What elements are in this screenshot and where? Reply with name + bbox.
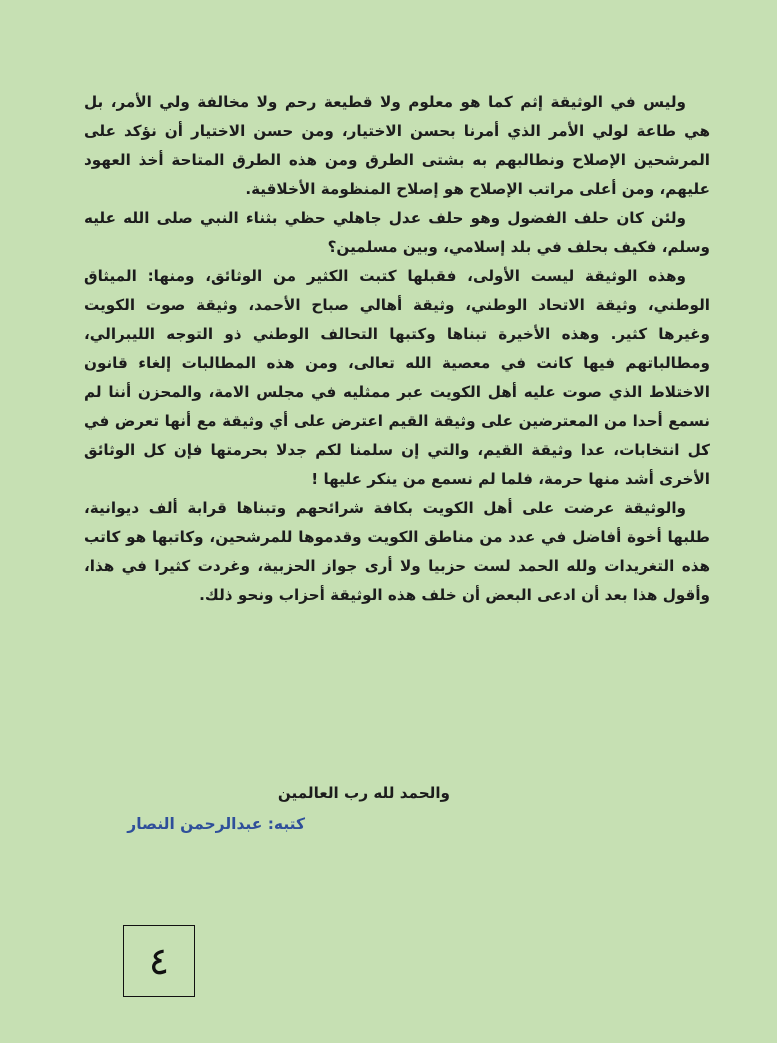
paragraph: وهذه الوثيقة ليست الأولى، فقبلها كتبت الكثير من الوثائق، ومنها: الميثاق الوطني، وثيقة الاتحاد الوطني، وثيقة أهالي صباح الأحمد، وثيقة صوت الكويت وغيرها كثير. وهذه الأخيرة تبناها وكتبها التحالف الوطني ذو التوجه الليبرالي، ومطالباتهم فيها كانت في معصية الله تعالى، ومن هذه المطالبات إلغاء قانون الاختلاط الذي صوت عليه أهل الكويت عبر ممثليه في مجلس الامة، والمحزن أننا لم نسمع أحدا من المعترضين على وثيقة القيم اعترض على أي وثيقة مع أنها تعرض في كل انتخابات، عدا وثيقة القيم، والتي إن سلمنا لكم جدلا بحرمتها فإن كل الوثائق الأخرى أشد منها حرمة، فلما لم نسمع من ينكر عليها ! (84, 267, 710, 488)
page-number: ٤ (123, 925, 195, 997)
paragraph: وليس في الوثيقة إثم كما هو معلوم ولا قطيعة رحم ولا مخالفة ولي الأمر، بل هي طاعة لولي الأمر الذي أمرنا بحسن الاختيار، ومن حسن الاختيار أن نؤكد على المرشحين الإصلاح ونطالبهم به بشتى الطرق ومن هذه الطرق المتاحة أخذ العهود عليهم، ومن أعلى مراتب الإصلاح هو إصلاح المنظومة الأخلاقية. (84, 93, 710, 198)
body-text (84, 88, 710, 610)
closing-line: والحمد لله رب العالمين (277, 784, 450, 802)
paragraph: والوثيقة عرضت على أهل الكويت بكافة شرائحهم وتبناها قرابة ألف ديوانية، طلبها أخوة أفاضل في عدد من مناطق الكويت وقدموها للمرشحين، وكاتبها هو كاتب هذه التغريدات ولله الحمد لست حزبيا ولا أرى جواز الحزبية، وغردت كثيرا في هذا، وأقول هذا بعد أن ادعى البعض أن خلف هذه الوثيقة أحزاب ونحو ذلك. (84, 499, 710, 604)
author-signature: كتبه: عبدالرحمن النصار (127, 815, 305, 833)
paragraph: ولئن كان حلف الفضول وهو حلف عدل جاهلي حظي بثناء النبي صلى الله عليه وسلم، فكيف بحلف في بلد إسلامي، وبين مسلمين؟ (84, 209, 710, 256)
